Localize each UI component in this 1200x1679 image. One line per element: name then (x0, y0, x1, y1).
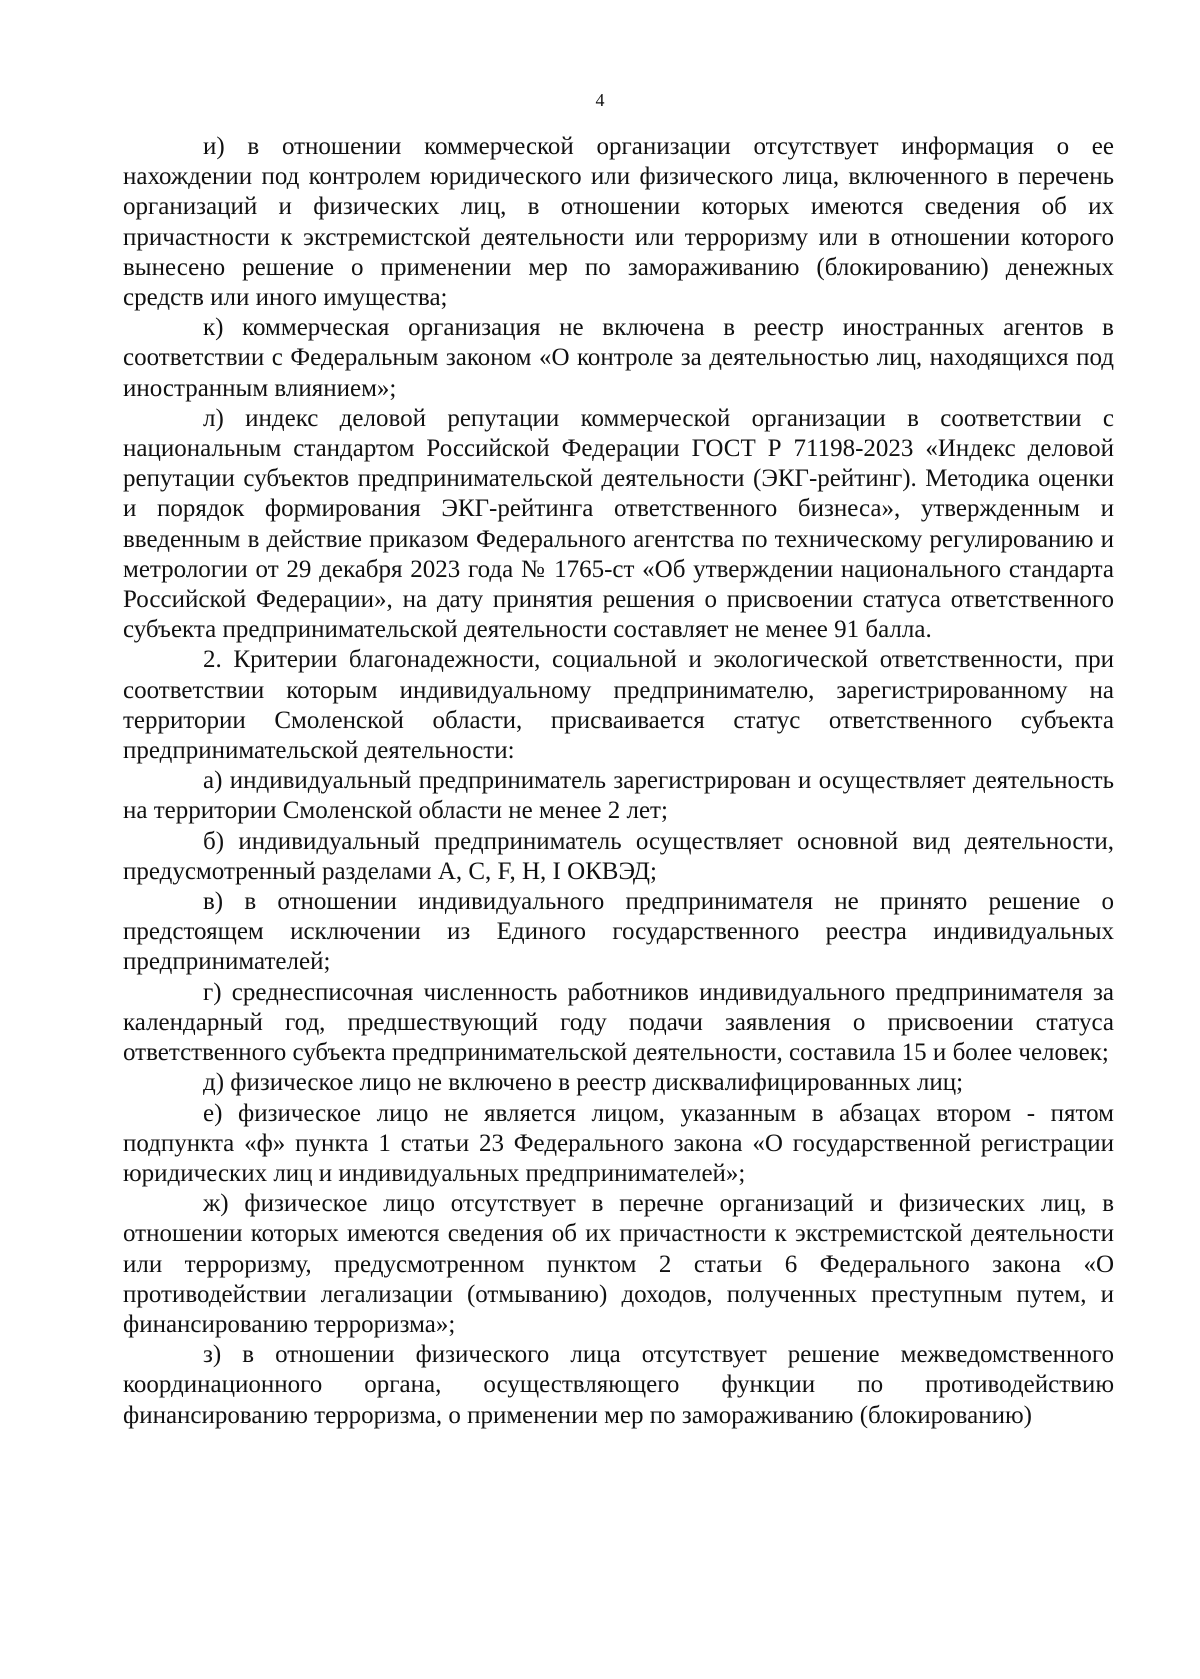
paragraph-l: л) индекс деловой репутации коммерческой организации в соответствии с национальным стандартом Российской Федерации ГОСТ Р 71198-2023 «Индекс деловой репутации субъектов предпринимательской деятельности (ЭКГ-рейтинг). Методика оценки и порядок формирования ЭКГ-рейтинга ответственного бизнеса», утвержденным и введенным в действие приказом Федерального агентства по техническому регулированию и метрологии от 29 декабря 2023 года № 1765-ст «Об утверждении национального стандарта Российской Федерации», на дату принятия решения о присвоении статуса ответственного субъекта предпринимательской деятельности составляет не менее 91 балла. (123, 404, 1114, 644)
paragraph-i: и) в отношении коммерческой организации отсутствует информация о ее нахождении под контролем юридического или физического лица, включенного в перечень организаций и физических лиц, в отношении которых имеются сведения об их причастности к экстремистской деятельности или терроризму или в отношении которого вынесено решение о применении мер по замораживанию (блокированию) денежных средств или иного имущества; (123, 133, 1114, 312)
paragraph-g: г) среднесписочная численность работников индивидуального предпринимателя за календарный год, предшествующий году подачи заявления о присвоении статуса ответственного субъекта предпринимательской деятельности, составила 15 и более человек; (123, 978, 1114, 1067)
paragraph-z: з) в отношении физического лица отсутствует решение межведомственного координационного органа, осуществляющего функции по противодействию финансированию терроризма, о применении мер по замораживанию (блокированию) (123, 1341, 1114, 1429)
paragraph-b: б) индивидуальный предприниматель осуществляет основной вид деятельности, предусмотренный разделами A, C, F, H, I ОКВЭД; (123, 827, 1114, 885)
paragraph-v: в) в отношении индивидуального предпринимателя не принято решение о предстоящем исключении из Единого государственного реестра индивидуальных предпринимателей; (123, 888, 1114, 976)
paragraph-d: д) физическое лицо не включено в реестр дисквалифицированных лиц; (203, 1069, 964, 1097)
paragraph-k: к) коммерческая организация не включена в реестр иностранных агентов в соответствии с Федеральным законом «О контроле за деятельностью лиц, находящихся под иностранным влиянием»; (123, 314, 1114, 402)
paragraph-e: е) физическое лицо не является лицом, указанным в абзацах втором - пятом подпункта «ф» пункта 1 статьи 23 Федерального закона «О государственной регистрации юридических лиц и индивидуальных предпринимателей»; (123, 1099, 1114, 1187)
paragraph-section-2: 2. Критерии благонадежности, социальной и экологической ответственности, при соответствии которым индивидуальному предпринимателю, зарегистрированному на территории Смоленской области, присваивается статус ответственного субъекта предпринимательской деятельности: (123, 646, 1114, 765)
paragraph-a: а) индивидуальный предприниматель зарегистрирован и осуществляет деятельность на территории Смоленской области не менее 2 лет; (123, 767, 1114, 825)
page-number: 4 (595, 90, 605, 110)
document-body (123, 132, 1114, 1431)
paragraph-zh: ж) физическое лицо отсутствует в перечне организаций и физических лиц, в отношении которых имеются сведения об их причастности к экстремистской деятельности или терроризму, предусмотренном пунктом 2 статьи 6 Федерального закона «О противодействии легализации (отмыванию) доходов, полученных преступным путем, и финансированию терроризма»; (123, 1190, 1114, 1338)
